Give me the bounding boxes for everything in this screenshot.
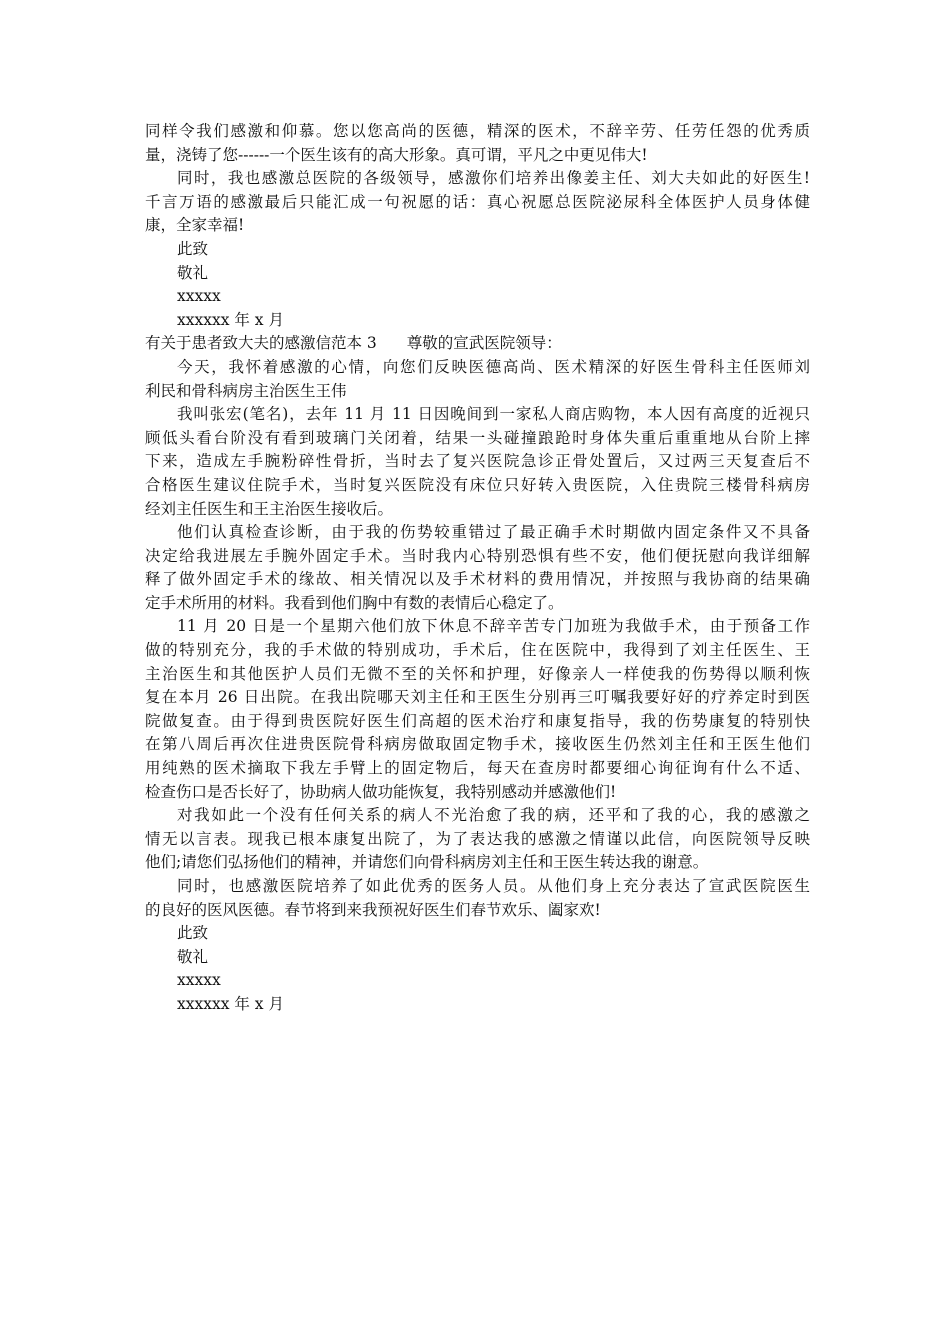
letter-title: 有关于患者致大夫的感激信范本 3 [145, 334, 377, 353]
paragraph-line: 合格医生建议住院手术，当时复兴医院没有床位只好转入贵医院，入住贵院三楼骨科病房 [145, 475, 810, 494]
paragraph-line: 的良好的医风医德。春节将到来我预祝好医生们春节欢乐、阖家欢! [145, 900, 601, 919]
closing-greeting: 此致 [177, 239, 209, 258]
signature: xxxxx [177, 971, 221, 990]
signature: xxxxx [177, 287, 221, 306]
paragraph-line: 经刘主任医生和王主治医生接收后。 [145, 499, 394, 518]
paragraph-line: 用纯熟的医术摘取下我左手臂上的固定物后，每天在查房时都要细心询征询有什么不适、 [145, 759, 810, 778]
paragraph-line: 量，浇铸了您------一个医生该有的高大形象。真可谓，平凡之中更见伟大! [145, 145, 648, 164]
paragraph-line: 今天，我怀着感激的心情，向您们反映医德高尚、医术精深的好医生骨科主任医师刘 [177, 357, 810, 376]
paragraph-line: 定手术所用的材料。我看到他们胸中有数的表情后心稳定了。 [145, 593, 564, 612]
closing-salute: 敬礼 [177, 263, 209, 282]
closing-salute: 敬礼 [177, 947, 209, 966]
letter-date: xxxxxx 年 x 月 [177, 310, 284, 329]
paragraph-line: 同时，我也感激总医院的各级领导，感激你们培养出像姜主任、刘大夫如此的好医生! [177, 169, 810, 188]
paragraph-line: 复在本月 26 日出院。在我出院哪天刘主任和王医生分别再三叮嘱我要好好的疗养定时到医 [145, 688, 810, 707]
letter-date: xxxxxx 年 x 月 [177, 994, 284, 1013]
paragraph-line: 利民和骨科病房主治医生王伟 [145, 381, 347, 400]
paragraph-line: 顾低头看台阶没有看到玻璃门关闭着，结果一头碰撞踉跄时身体失重后重重地从台阶上摔 [145, 428, 810, 447]
paragraph-line: 11 月 20 日是一个星期六他们放下休息不辞辛苦专门加班为我做手术，由于预备工作 [177, 617, 810, 636]
closing-greeting: 此致 [177, 924, 209, 943]
paragraph-line: 他们;请您们弘扬他们的精神，并请您们向骨科病房刘主任和王医生转达我的谢意。 [145, 853, 709, 872]
paragraph-line: 检查伤口是否长好了，协助病人做功能恢复，我特别感动并感激他们! [145, 782, 617, 801]
document-page [145, 120, 810, 1017]
paragraph-line: 康，全家幸福! [145, 216, 245, 235]
paragraph-line: 千言万语的感激最后只能汇成一句祝愿的话：真心祝愿总医院泌尿科全体医护人员身体健 [145, 192, 810, 211]
paragraph-line: 他们认真检查诊断，由于我的伤势较重错过了最正确手术时期做内固定条件又不具备 [177, 523, 810, 542]
paragraph-line: 院做复查。由于得到贵医院好医生们高超的医术治疗和康复指导，我的伤势康复的特别快 [145, 711, 810, 730]
paragraph-line: 下来，造成左手腕粉碎性骨折，当时去了复兴医院急诊正骨处置后，又过两三天复查后不 [145, 452, 810, 471]
paragraph-line: 情无以言表。现我已根本康复出院了，为了表达我的感激之情谨以此信，向医院领导反映 [145, 829, 810, 848]
paragraph-line: 同时，也感激医院培养了如此优秀的医务人员。从他们身上充分表达了宣武医院医生 [177, 877, 810, 895]
paragraph-line: 对我如此一个没有任何关系的病人不光治愈了我的病，还平和了我的心，我的感激之 [177, 806, 810, 825]
paragraph-line: 主治医生和其他医护人员们无微不至的关怀和护理，好像亲人一样使我的伤势得以顺利恢 [145, 664, 810, 683]
paragraph-line: 我叫张宏(笔名)，去年 11 月 11 日因晚间到一家私人商店购物，本人因有高度的近视只 [177, 405, 810, 424]
paragraph-line: 决定给我进展左手腕外固定手术。当时我内心特别恐惧有些不安，他们便抚慰向我详细解 [145, 546, 810, 565]
paragraph-line: 释了做外固定手术的缘故、相关情况以及手术材料的费用情况，并按照与我协商的结果确 [145, 570, 810, 589]
paragraph-line: 做的特别充分，我的手术做的特别成功，手术后，住在医院中，我得到了刘主任医生、王 [145, 641, 810, 660]
paragraph-line: 同样令我们感激和仰慕。您以您高尚的医德，精深的医术，不辞辛劳、任劳任怨的优秀质 [145, 122, 810, 140]
letter-salutation: 尊敬的宣武医院领导： [406, 334, 562, 353]
paragraph-line: 在第八周后再次住进贵医院骨科病房做取固定物手术，接收医生仍然刘主任和王医生他们 [145, 735, 810, 754]
letter-heading [145, 332, 810, 356]
